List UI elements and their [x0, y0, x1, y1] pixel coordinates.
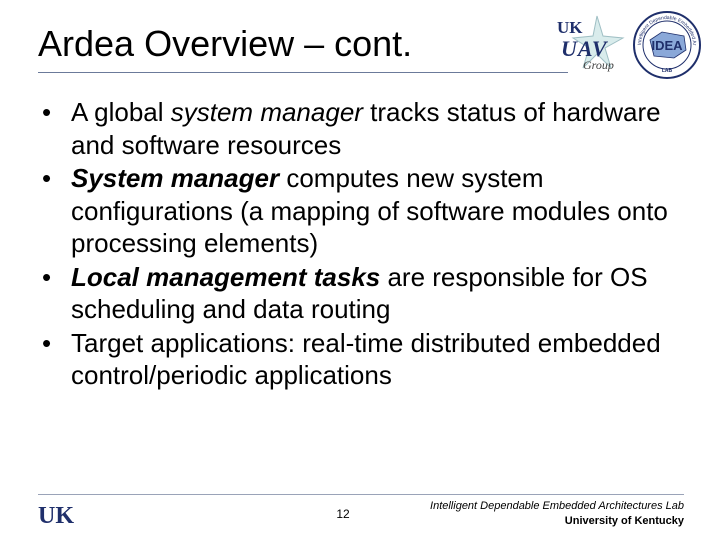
- bullet-text: are responsible for OS scheduling and data routing: [71, 261, 648, 324]
- idea-seal-center-text: IDEA: [651, 38, 683, 53]
- bullet-text: Target applications: real-time distributed embedded control/periodic applications: [71, 327, 661, 390]
- uk-footer-logo-text: UK: [38, 503, 74, 529]
- bullet-emphasis-text: System manager: [71, 163, 280, 193]
- bullet-text: tracks status of hardware and software resources: [71, 97, 661, 160]
- bullet-emphasis-text: system manager: [170, 97, 363, 127]
- bullet-dot-icon: •: [42, 163, 52, 193]
- bullet-list: [40, 96, 690, 393]
- idea-seal-arc-text: Intelligent Dependable Embedded Ar: [636, 14, 698, 46]
- uav-logo-uav-text: UAV: [561, 36, 608, 61]
- title-divider: [38, 72, 568, 73]
- page-number: 12: [336, 507, 350, 521]
- bullet-item: [40, 162, 690, 260]
- idea-lab-seal-logo: [632, 10, 702, 80]
- bullet-item: [40, 261, 690, 326]
- bullet-emphasis-text: Local management tasks: [71, 261, 381, 292]
- idea-seal-bottom-text: LAB: [661, 68, 673, 74]
- uk-uav-group-logo: [545, 14, 625, 74]
- bullet-dot-icon: •: [42, 97, 52, 127]
- uav-logo-uk-text: UK: [557, 18, 583, 37]
- bullet-text: A global: [71, 97, 171, 127]
- footer-university: University of Kentucky: [564, 515, 684, 527]
- slide-title: Ardea Overview – cont.: [38, 23, 413, 64]
- bullet-dot-icon: •: [42, 327, 52, 358]
- uk-footer-logo: [38, 503, 78, 531]
- bullet-text: computes new system configurations (a mapping of software modules onto processing elements): [71, 163, 668, 258]
- bullet-dot-icon: •: [42, 261, 52, 292]
- footer-divider: [38, 494, 684, 495]
- footer-lab-name: Intelligent Dependable Embedded Architectures Lab: [430, 500, 684, 512]
- bullet-item: [40, 327, 690, 392]
- bullet-item: [40, 96, 690, 161]
- uav-logo-group-text: Group: [583, 58, 614, 72]
